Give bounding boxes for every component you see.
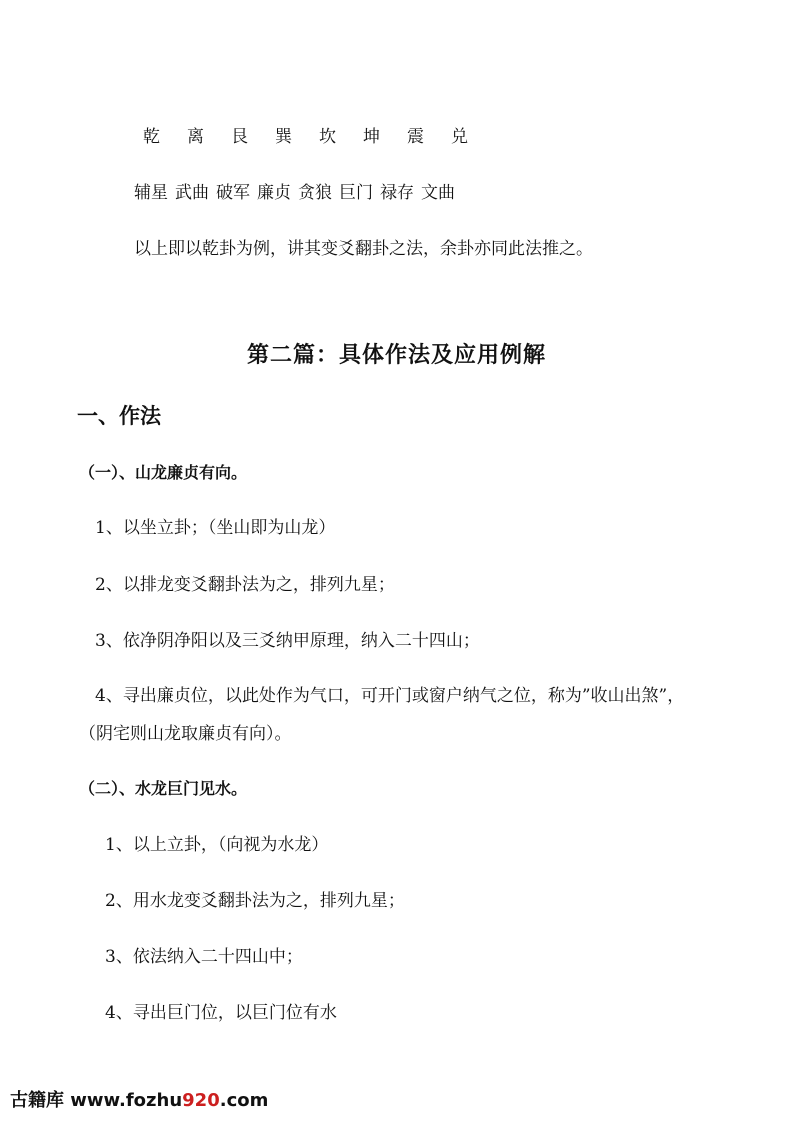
trigram: 震 <box>407 127 424 147</box>
trigram-row <box>143 126 495 148</box>
part2-step-3: 3、依法纳入二十四山中； <box>105 947 303 967</box>
watermark-prefix: 古籍库 www.fozhu <box>10 1090 183 1111</box>
part1-step-1: 1、以坐立卦；（坐山即为山龙） <box>95 518 336 538</box>
star: 巨门 <box>339 183 373 203</box>
part1-step-4-note: （阴宅则山龙取廉贞有向）。 <box>79 724 292 744</box>
star: 禄存 <box>380 183 414 203</box>
part1-heading: （一）、山龙廉贞有向。 <box>79 463 248 482</box>
star: 破军 <box>216 183 250 203</box>
star: 廉贞 <box>257 183 291 203</box>
part2-heading: （二）、水龙巨门见水。 <box>79 779 248 798</box>
trigram: 巽 <box>275 127 292 147</box>
trigram: 兑 <box>451 127 468 147</box>
part1-step-4: 4、寻出廉贞位，以此处作为气口，可开门或窗户纳气之位，称为”收山出煞”， <box>95 686 685 706</box>
star: 文曲 <box>421 183 455 203</box>
trigram: 乾 <box>143 127 160 147</box>
star-row <box>134 182 462 204</box>
site-watermark <box>10 1089 268 1113</box>
trigram: 坎 <box>319 127 336 147</box>
trigram: 艮 <box>231 127 248 147</box>
watermark-number: 920 <box>182 1090 220 1111</box>
section-heading: 一、作法 <box>77 404 161 428</box>
part2-step-1: 1、以上立卦，（向视为水龙） <box>105 835 329 855</box>
star: 武曲 <box>175 183 209 203</box>
intro-note: 以上即以乾卦为例，讲其变爻翻卦之法，余卦亦同此法推之。 <box>134 239 593 259</box>
watermark-suffix: .com <box>219 1090 269 1111</box>
part1-step-2: 2、以排龙变爻翻卦法为之，排列九星； <box>95 575 395 595</box>
star: 辅星 <box>134 183 168 203</box>
part1-step-3: 3、依净阴净阳以及三爻纳甲原理，纳入二十四山； <box>95 631 480 651</box>
trigram: 离 <box>187 127 204 147</box>
part2-step-2: 2、用水龙变爻翻卦法为之，排列九星； <box>105 891 405 911</box>
part2-step-4: 4、寻出巨门位，以巨门位有水 <box>105 1003 337 1023</box>
star: 贪狼 <box>298 183 332 203</box>
trigram: 坤 <box>363 127 380 147</box>
chapter-title: 第二篇：具体作法及应用例解 <box>246 343 546 368</box>
